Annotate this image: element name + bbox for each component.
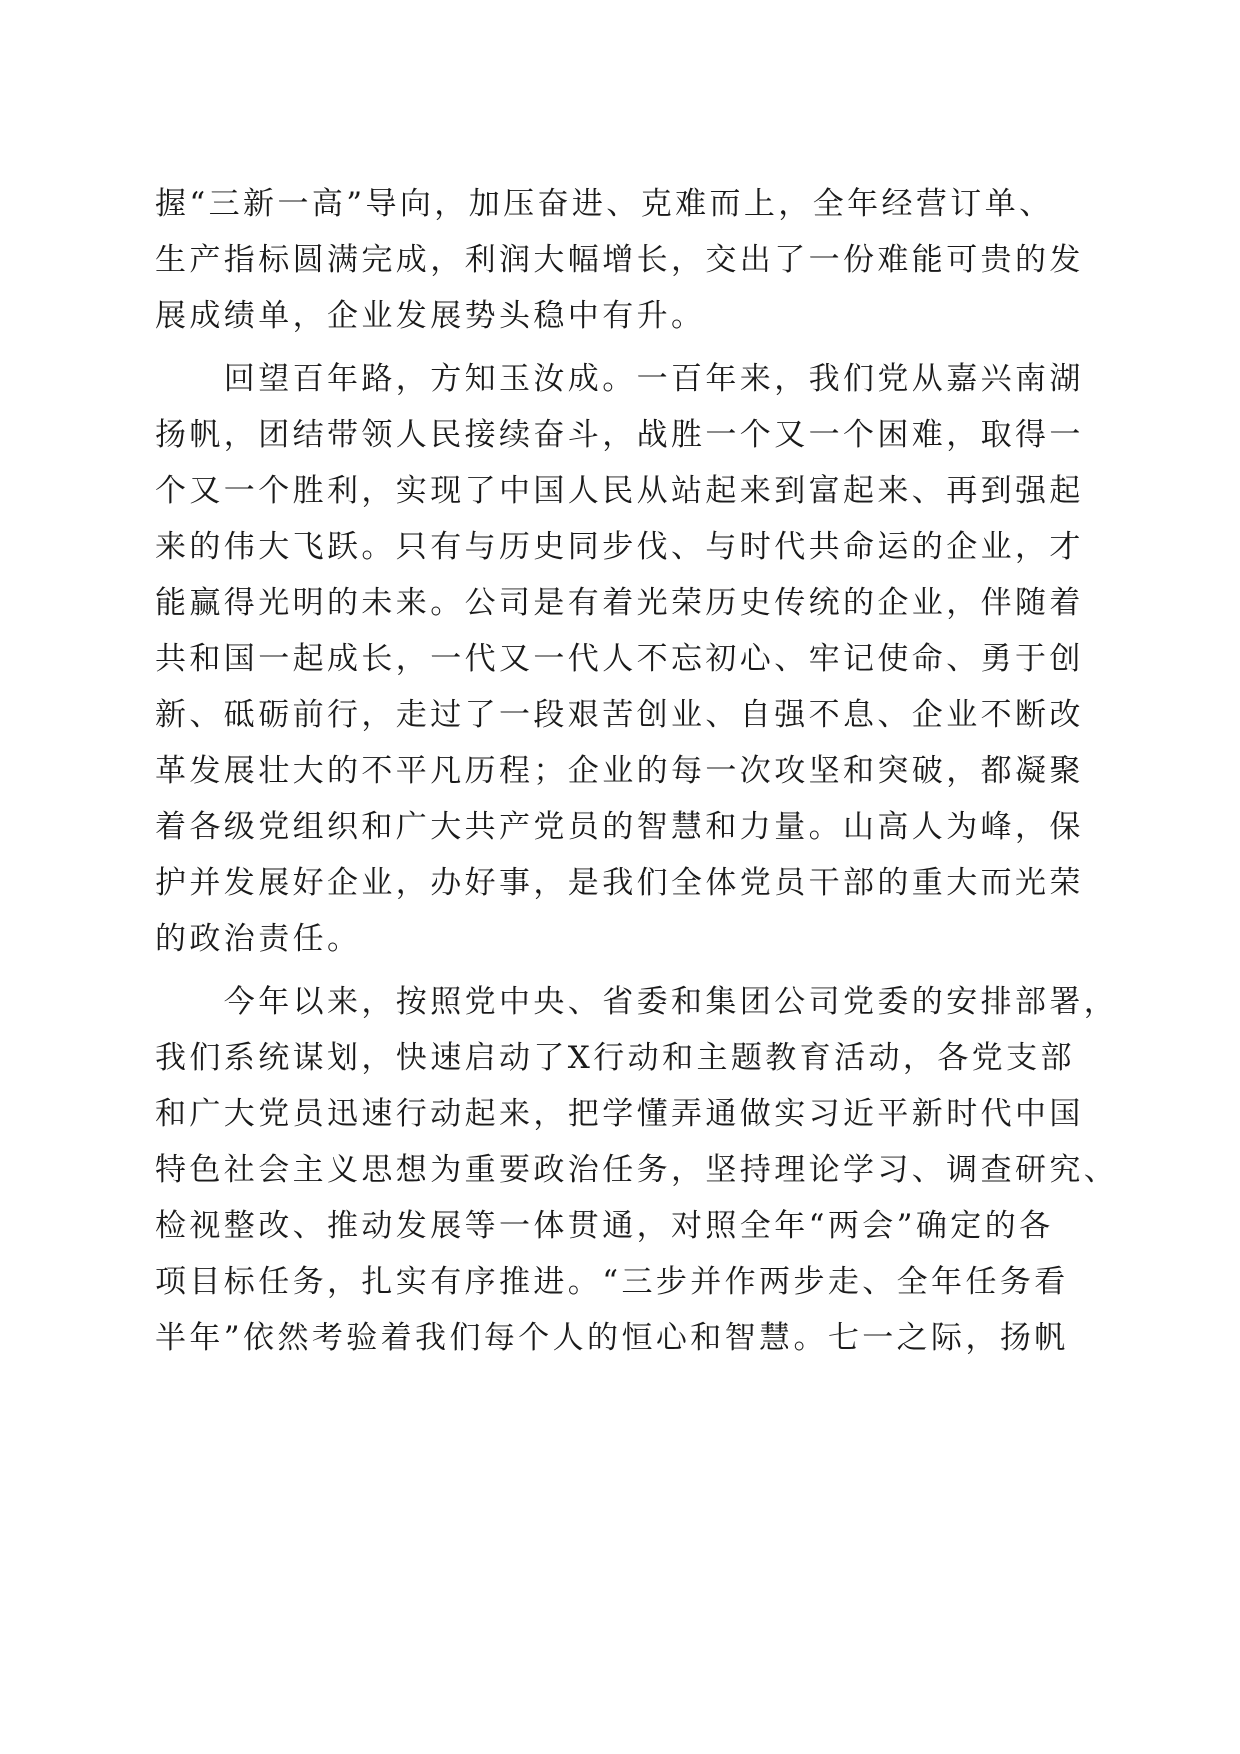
- text-line: 半年”依然考验着我们每个人的恒心和智慧。七一之际，扬帆: [155, 1320, 1069, 1356]
- text-line: 着各级党组织和广大共产党员的智慧和力量。山高人为峰，保: [155, 809, 1084, 845]
- text-line: 握“三新一高”导向，加压奋进、克难而上，全年经营订单、: [155, 186, 1054, 222]
- text-line: 新、砥砺前行，走过了一段艰苦创业、自强不息、企业不断改: [155, 697, 1084, 733]
- text-line: 生产指标圆满完成，利润大幅增长，交出了一份难能可贵的发: [155, 242, 1084, 278]
- body-text: [155, 176, 1119, 1366]
- text-line: 和广大党员迅速行动起来，把学懂弄通做实习近平新时代中国: [155, 1096, 1084, 1132]
- text-line: 能赢得光明的未来。公司是有着光荣历史传统的企业，伴随着: [155, 585, 1084, 621]
- text-line: 革发展壮大的不平凡历程；企业的每一次攻坚和突破，都凝聚: [155, 753, 1084, 789]
- text-line: 护并发展好企业，办好事，是我们全体党员干部的重大而光荣: [155, 865, 1084, 901]
- text-line: 的政治责任。: [155, 921, 362, 957]
- text-line: 个又一个胜利，实现了中国人民从站起来到富起来、再到强起: [155, 473, 1084, 509]
- text-line: 回望百年路，方知玉汝成。一百年来，我们党从嘉兴南湖: [155, 361, 1084, 397]
- text-line: 来的伟大飞跃。只有与历史同步伐、与时代共命运的企业，才: [155, 529, 1084, 565]
- text-line: 扬帆，团结带领人民接续奋斗，战胜一个又一个困难，取得一: [155, 417, 1084, 453]
- text-line: 检视整改、推动发展等一体贯通，对照全年“两会”确定的各: [155, 1208, 1054, 1244]
- text-line: 项目标任务，扎实有序推进。“三步并作两步走、全年任务看: [155, 1264, 1069, 1300]
- text-line: 展成绩单，企业发展势头稳中有升。: [155, 298, 706, 334]
- text-line: 特色社会主义思想为重要政治任务，坚持理论学习、调查研究、: [155, 1152, 1119, 1188]
- text-line: 共和国一起成长，一代又一代人不忘初心、牢记使命、勇于创: [155, 641, 1084, 677]
- text-line: 今年以来，按照党中央、省委和集团公司党委的安排部署，: [155, 984, 1119, 1020]
- text-line: 我们系统谋划，快速启动了X行动和主题教育活动，各党支部: [155, 1040, 1075, 1076]
